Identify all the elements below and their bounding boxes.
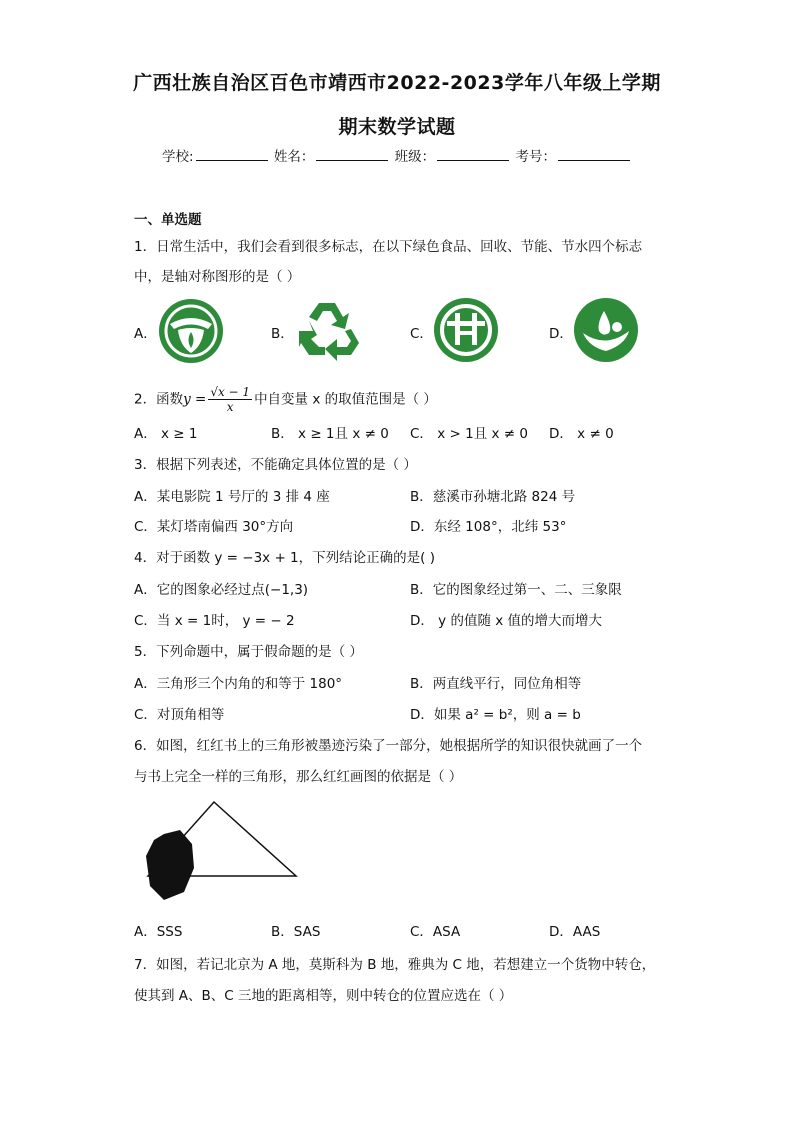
q2-denominator: x [226, 400, 234, 414]
exam-no-label: 考号： [515, 149, 556, 165]
q5-option-c: C．对顶角相等 [134, 707, 225, 723]
class-blank[interactable] [437, 148, 509, 161]
q4-option-b: B．它的图象经过第一、二、三象限 [410, 582, 622, 598]
exam-no-blank[interactable] [558, 148, 630, 161]
q3-option-d: D．东经 108°，北纬 53° [410, 519, 567, 535]
q1-option-d: D． [549, 326, 573, 342]
q6-text-line2: 与书上完全一样的三角形，那么红红画图的依据是（ ） [134, 769, 463, 785]
ink-stain-shape [146, 830, 194, 900]
exam-title-line1: 广西壮族自治区百色市靖西市2022-2023学年八年级上学期 [133, 72, 661, 94]
q4-option-a: A．它的图象必经过点(−1,3) [134, 582, 309, 598]
section-title: 一、单选题 [134, 212, 202, 228]
class-label: 班级： [394, 149, 436, 165]
q6-option-d: D．AAS [549, 924, 601, 940]
q5-option-d: D．如果 a² = b²，则 a = b [410, 707, 581, 723]
q2-option-c: C． x > 1且 x ≠ 0 [410, 426, 528, 442]
q4-option-c: C．当 x = 1时， y = − 2 [134, 613, 295, 629]
q1-option-b: B． [271, 326, 294, 342]
q2-option-d: D． x ≠ 0 [549, 426, 614, 442]
energy-saving-logo-icon [433, 297, 499, 363]
school-label: 学校: [162, 149, 194, 165]
q3-option-a: A．某电影院 1 号厅的 3 排 4 座 [134, 489, 330, 505]
q1-option-c: C． [410, 326, 433, 342]
name-blank[interactable] [316, 148, 388, 161]
recycle-icon [295, 297, 363, 363]
q5-option-a: A．三角形三个内角的和等于 180° [134, 676, 343, 692]
q3-text: 3．根据下列表述，不能确定具体位置的是（ ） [134, 457, 417, 473]
q2-text [134, 385, 437, 414]
q4-option-d: D． y 的值随 x 值的增大而增大 [410, 613, 603, 629]
q6-option-c: C．ASA [410, 924, 461, 940]
q7-text-line2: 使其到 A、B、C 三地的距离相等，则中转仓的位置应选在（ ） [134, 988, 513, 1004]
q6-option-b: B．SAS [271, 924, 321, 940]
q2-y-eq: y = [183, 391, 207, 408]
q1-text-line2: 中，是轴对称图形的是（ ） [134, 269, 301, 285]
green-food-logo-icon [158, 298, 224, 364]
ink-stained-triangle-figure [142, 796, 302, 906]
student-info-row [0, 145, 794, 165]
q2-prefix: 2．函数 [134, 391, 184, 408]
q6-text-line1: 6．如图，红红书上的三角形被墨迹污染了一部分，她根据所学的知识很快就画了一个 [134, 738, 643, 754]
q5-text: 5．下列命题中，属于假命题的是（ ） [134, 644, 363, 660]
q2-option-a: A． x ≥ 1 [134, 426, 198, 442]
q3-option-b: B．慈溪市孙塘北路 824 号 [410, 489, 576, 505]
q5-option-b: B．两直线平行，同位角相等 [410, 676, 582, 692]
q2-numerator: √x − 1 [210, 385, 251, 399]
water-saving-logo-icon [573, 297, 639, 363]
name-label: 姓名： [273, 149, 315, 165]
q4-text: 4．对于函数 y = −3x + 1，下列结论正确的是( ) [134, 550, 435, 566]
q2-fraction [208, 385, 252, 414]
q1-text-line1: 1．日常生活中，我们会看到很多标志，在以下绿色食品、回收、节能、节水四个标志 [134, 239, 643, 255]
q1-option-a: A． [134, 326, 157, 342]
school-blank[interactable] [196, 148, 268, 161]
exam-title-line2: 期末数学试题 [338, 116, 456, 138]
q3-option-c: C．某灯塔南偏西 30°方向 [134, 519, 294, 535]
q2-option-b: B． x ≥ 1且 x ≠ 0 [271, 426, 389, 442]
q7-text-line1: 7．如图，若记北京为 A 地，莫斯科为 B 地，雅典为 C 地，若想建立一个货物中转仓， [134, 957, 656, 973]
q6-option-a: A．SSS [134, 924, 183, 940]
q2-suffix: 中自变量 x 的取值范围是（ ） [254, 391, 437, 408]
